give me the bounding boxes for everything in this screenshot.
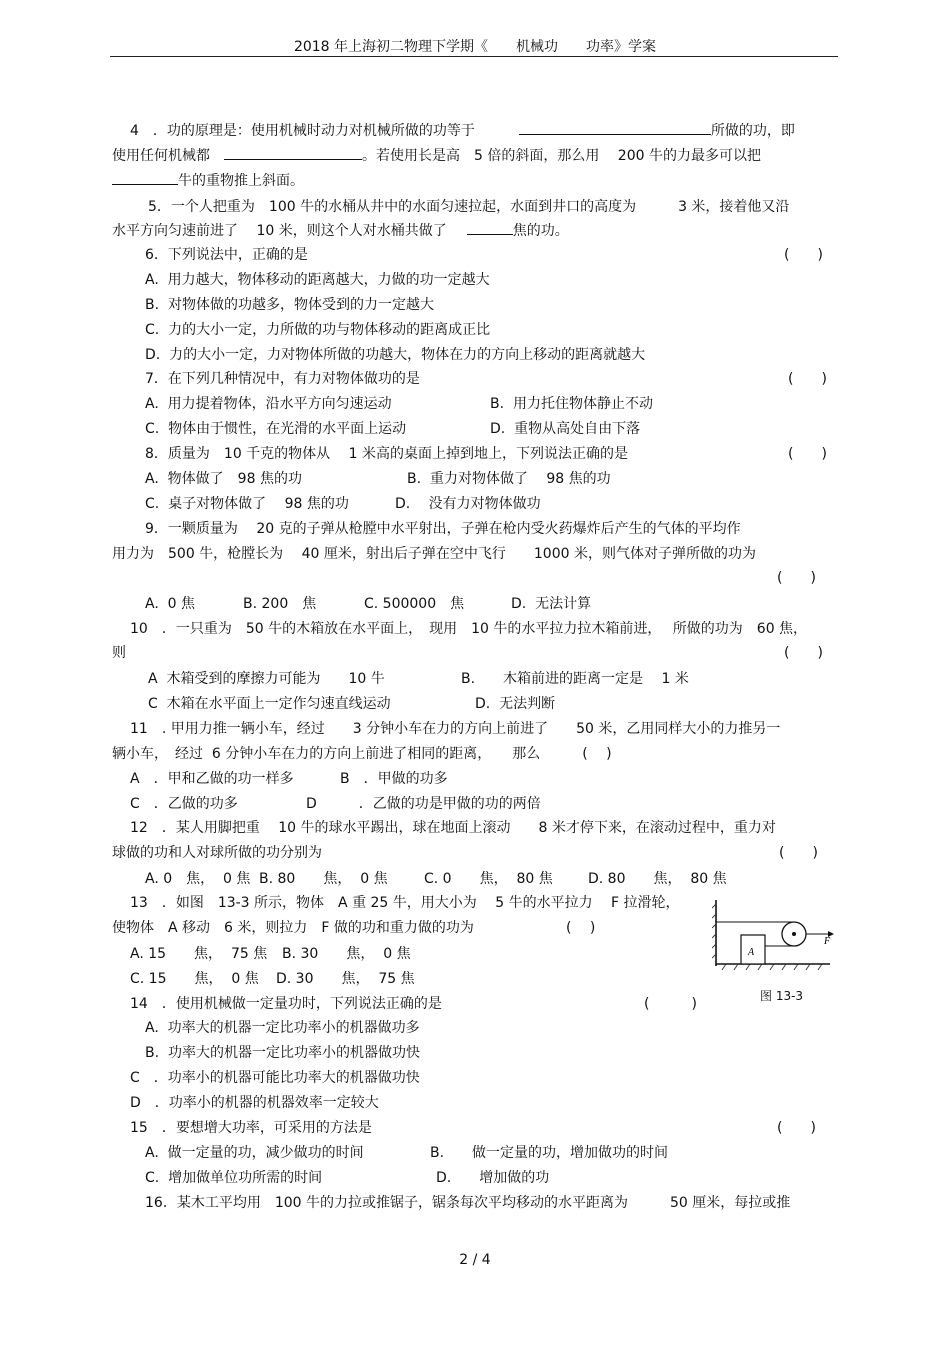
page-number: 2 / 4 — [459, 1252, 491, 1268]
q4-blank-3[interactable] — [112, 171, 178, 185]
q13-option-b[interactable]: B. 30 焦， 0 焦 — [282, 946, 411, 962]
q8-option-c[interactable]: C. 桌子对物体做了 98 焦的功 — [145, 496, 349, 512]
q5-line-1: 5．一个人把重为 100 牛的水桶从井中的水面匀速拉起，水面到井口的高度为 3 米，接着他又沿 — [148, 199, 790, 215]
q6-option-c[interactable]: C. 力的大小一定，力所做的功与物体移动的距离成正比 — [145, 322, 491, 338]
q7-option-a[interactable]: A. 用力提着物体，沿水平方向匀速运动 — [145, 396, 392, 412]
page-header-title: 2018 年上海初二物理下学期《 机械功 功率》学案 — [293, 39, 657, 55]
q12-option-c[interactable]: C. 0 焦， 80 焦 — [424, 871, 553, 887]
q4-blank-2[interactable] — [224, 146, 362, 160]
q4-line-2 — [112, 146, 761, 165]
q13-answer-paren[interactable]: ( ) — [566, 920, 596, 936]
q10-option-d[interactable]: D. 无法判断 — [475, 696, 556, 712]
q13-line-2: 使物体 A 移动 6 米，则拉力 F 做的功和重力做的功为 — [112, 920, 474, 936]
q7-option-b[interactable]: B. 用力托住物体静止不动 — [490, 396, 653, 412]
q16-line-1: 16．某木工平均用 100 牛的力拉或推锯子，锯条每次平均移动的水平距离为 50 厘米，每拉或推 — [145, 1195, 791, 1211]
q11-line-1: 11 . 甲用力推一辆小车，经过 3 分钟小车在力的方向上前进了 50 米，乙用同样大小的力推另一 — [130, 721, 781, 737]
q11-option-a[interactable]: A ．甲和乙做的功一样多 — [130, 771, 294, 787]
q10-line-2: 则 — [112, 645, 126, 661]
q9-answer-paren[interactable]: ( ) — [777, 570, 816, 586]
figure-13-3-caption: 图 13-3 — [760, 989, 804, 1003]
q12-option-d[interactable]: D. 80 焦， 80 焦 — [588, 871, 727, 887]
q9-line-1: 9．一颗质量为 20 克的子弹从枪膛中水平射出，子弹在枪内受火药爆炸后产生的气体的平均作 — [145, 521, 741, 537]
q9-option-c[interactable]: C. 500000 焦 — [364, 596, 465, 612]
q4-text-1b: 所做的功，即 — [710, 123, 795, 139]
q6-option-b[interactable]: B. 对物体做的功越多，物体受到的力一定越大 — [145, 297, 434, 313]
q8-stem: 8．质量为 10 千克的物体从 1 米高的桌面上掉到地上，下列说法正确的是 — [145, 446, 628, 462]
q6-option-d[interactable]: D. 力的大小一定，力对物体所做的功越大，物体在力的方向上移动的距离就越大 — [145, 347, 646, 363]
q7-answer-paren[interactable]: ( ) — [788, 371, 827, 387]
q4-line-1 — [130, 121, 795, 140]
q4-text-1a: 4 ．功的原理是：使用机械时动力对机械所做的功等于 — [130, 123, 475, 139]
q8-option-a[interactable]: A. 物体做了 98 焦的功 — [145, 471, 302, 487]
q10-line-1: 10 ．一只重为 50 牛的木箱放在水平面上， 现用 10 牛的水平拉力拉木箱前进， 所做的功为 60 焦， — [130, 621, 808, 637]
q6-stem: 6．下列说法中，正确的是 — [145, 247, 308, 263]
figure-label-f: F — [824, 936, 831, 947]
q14-stem: 14 ．使用机械做一定量功时，下列说法正确的是 — [130, 996, 442, 1012]
q15-answer-paren[interactable]: ( ) — [777, 1120, 816, 1136]
q13-option-a[interactable]: A. 15 焦， 75 焦 — [130, 946, 268, 962]
q9-line-2: 用力为 500 牛，枪膛长为 40 厘米，射出后子弹在空中飞行 1000 米，则气体对子弹所做的功为 — [112, 546, 756, 562]
q15-option-a[interactable]: A. 做一定量的功，减少做功的时间 — [145, 1145, 364, 1161]
q4-text-2a: 使用任何机械都 — [112, 148, 210, 164]
q7-stem: 7．在下列几种情况中，有力对物体做功的是 — [145, 371, 420, 387]
q6-answer-paren[interactable]: ( ) — [784, 247, 823, 263]
q14-option-a[interactable]: A. 功率大的机器一定比功率小的机器做功多 — [145, 1020, 420, 1036]
q4-text-3b: 牛的重物推上斜面。 — [178, 173, 304, 189]
q15-option-c[interactable]: C. 增加做单位功所需的时间 — [145, 1170, 323, 1186]
q12-option-a[interactable]: A. 0 焦， 0 焦 — [145, 871, 251, 887]
q12-answer-paren[interactable]: ( ) — [779, 845, 818, 861]
header-rule — [110, 56, 838, 57]
q10-answer-paren[interactable]: ( ) — [784, 645, 823, 661]
q6-option-a[interactable]: A. 用力越大，物体移动的距离越大，力做的功一定越大 — [145, 272, 490, 288]
q12-line-1: 12 ．某人用脚把重 10 牛的球水平踢出，球在地面上滚动 8 米才停下来，在滚动过程中，重力对 — [130, 820, 776, 836]
q13-line-1: 13 ．如图 13-3 所示，物体 A 重 25 牛，用大小为 5 牛的水平拉力 F 拉滑轮， — [130, 895, 680, 911]
q5-text-2a: 水平方向匀速前进了 10 米，则这个人对水桶共做了 — [112, 223, 447, 239]
q7-option-d[interactable]: D. 重物从高处自由下落 — [490, 421, 641, 437]
q14-answer-paren[interactable]: ( ) — [644, 996, 697, 1012]
q11-option-b[interactable]: B ．甲做的功多 — [340, 771, 448, 787]
q13-option-d[interactable]: D. 30 焦， 75 焦 — [276, 971, 415, 987]
q13-option-c[interactable]: C. 15 焦， 0 焦 — [130, 971, 259, 987]
q10-option-a[interactable]: A 木箱受到的摩擦力可能为 10 牛 — [148, 671, 385, 687]
q15-stem: 15 ．要想增大功率，可采用的方法是 — [130, 1120, 372, 1136]
q5-text-2b: 焦的功。 — [512, 223, 569, 239]
q15-option-d[interactable]: D. 增加做的功 — [436, 1170, 550, 1186]
q5-blank[interactable] — [467, 221, 513, 235]
q4-blank-1[interactable] — [519, 121, 711, 135]
q11-line-2: 辆小车， 经过 6 分钟小车在力的方向上前进了相同的距离， 那么 ( ) — [112, 746, 612, 762]
q7-option-c[interactable]: C. 物体由于惯性，在光滑的水平面上运动 — [145, 421, 407, 437]
q10-option-c[interactable]: C 木箱在水平面上一定作匀速直线运动 — [148, 696, 391, 712]
q8-option-d[interactable]: D. 没有力对物体做功 — [395, 496, 541, 512]
q11-option-c[interactable]: C ．乙做的功多 — [130, 796, 238, 812]
q5-line-2 — [112, 221, 569, 240]
q8-option-b[interactable]: B. 重力对物体做了 98 焦的功 — [407, 471, 611, 487]
q4-line-3 — [112, 171, 304, 190]
q11-option-d[interactable]: D ．乙做的功是甲做的功的两倍 — [306, 796, 541, 812]
q14-option-d[interactable]: D ．功率小的机器的机器效率一定较大 — [130, 1095, 379, 1111]
q14-option-b[interactable]: B. 功率大的机器一定比功率小的机器做功快 — [145, 1045, 420, 1061]
q4-text-2b: 。若使用长是高 5 倍的斜面，那么用 200 牛的力最多可以把 — [362, 148, 761, 164]
q12-option-b[interactable]: B. 80 焦， 0 焦 — [259, 871, 388, 887]
q12-line-2: 球做的功和人对球所做的功分别为 — [112, 845, 322, 861]
q14-option-c[interactable]: C ．功率小的机器可能比功率大的机器做功快 — [130, 1070, 420, 1086]
figure-13-3-pulley-diagram — [712, 898, 840, 972]
figure-label-a: A — [748, 947, 755, 958]
q9-option-a[interactable]: A. 0 焦 — [145, 596, 196, 612]
figure-ground-hatching — [722, 964, 822, 970]
q9-option-d[interactable]: D. 无法计算 — [511, 596, 592, 612]
figure-pulley-axle — [792, 932, 796, 936]
q15-option-b[interactable]: B. 做一定量的功，增加做功的时间 — [430, 1145, 669, 1161]
q9-option-b[interactable]: B. 200 焦 — [243, 596, 317, 612]
q8-answer-paren[interactable]: ( ) — [788, 446, 827, 462]
q10-option-b[interactable]: B. 木箱前进的距离一定是 1 米 — [461, 671, 689, 687]
